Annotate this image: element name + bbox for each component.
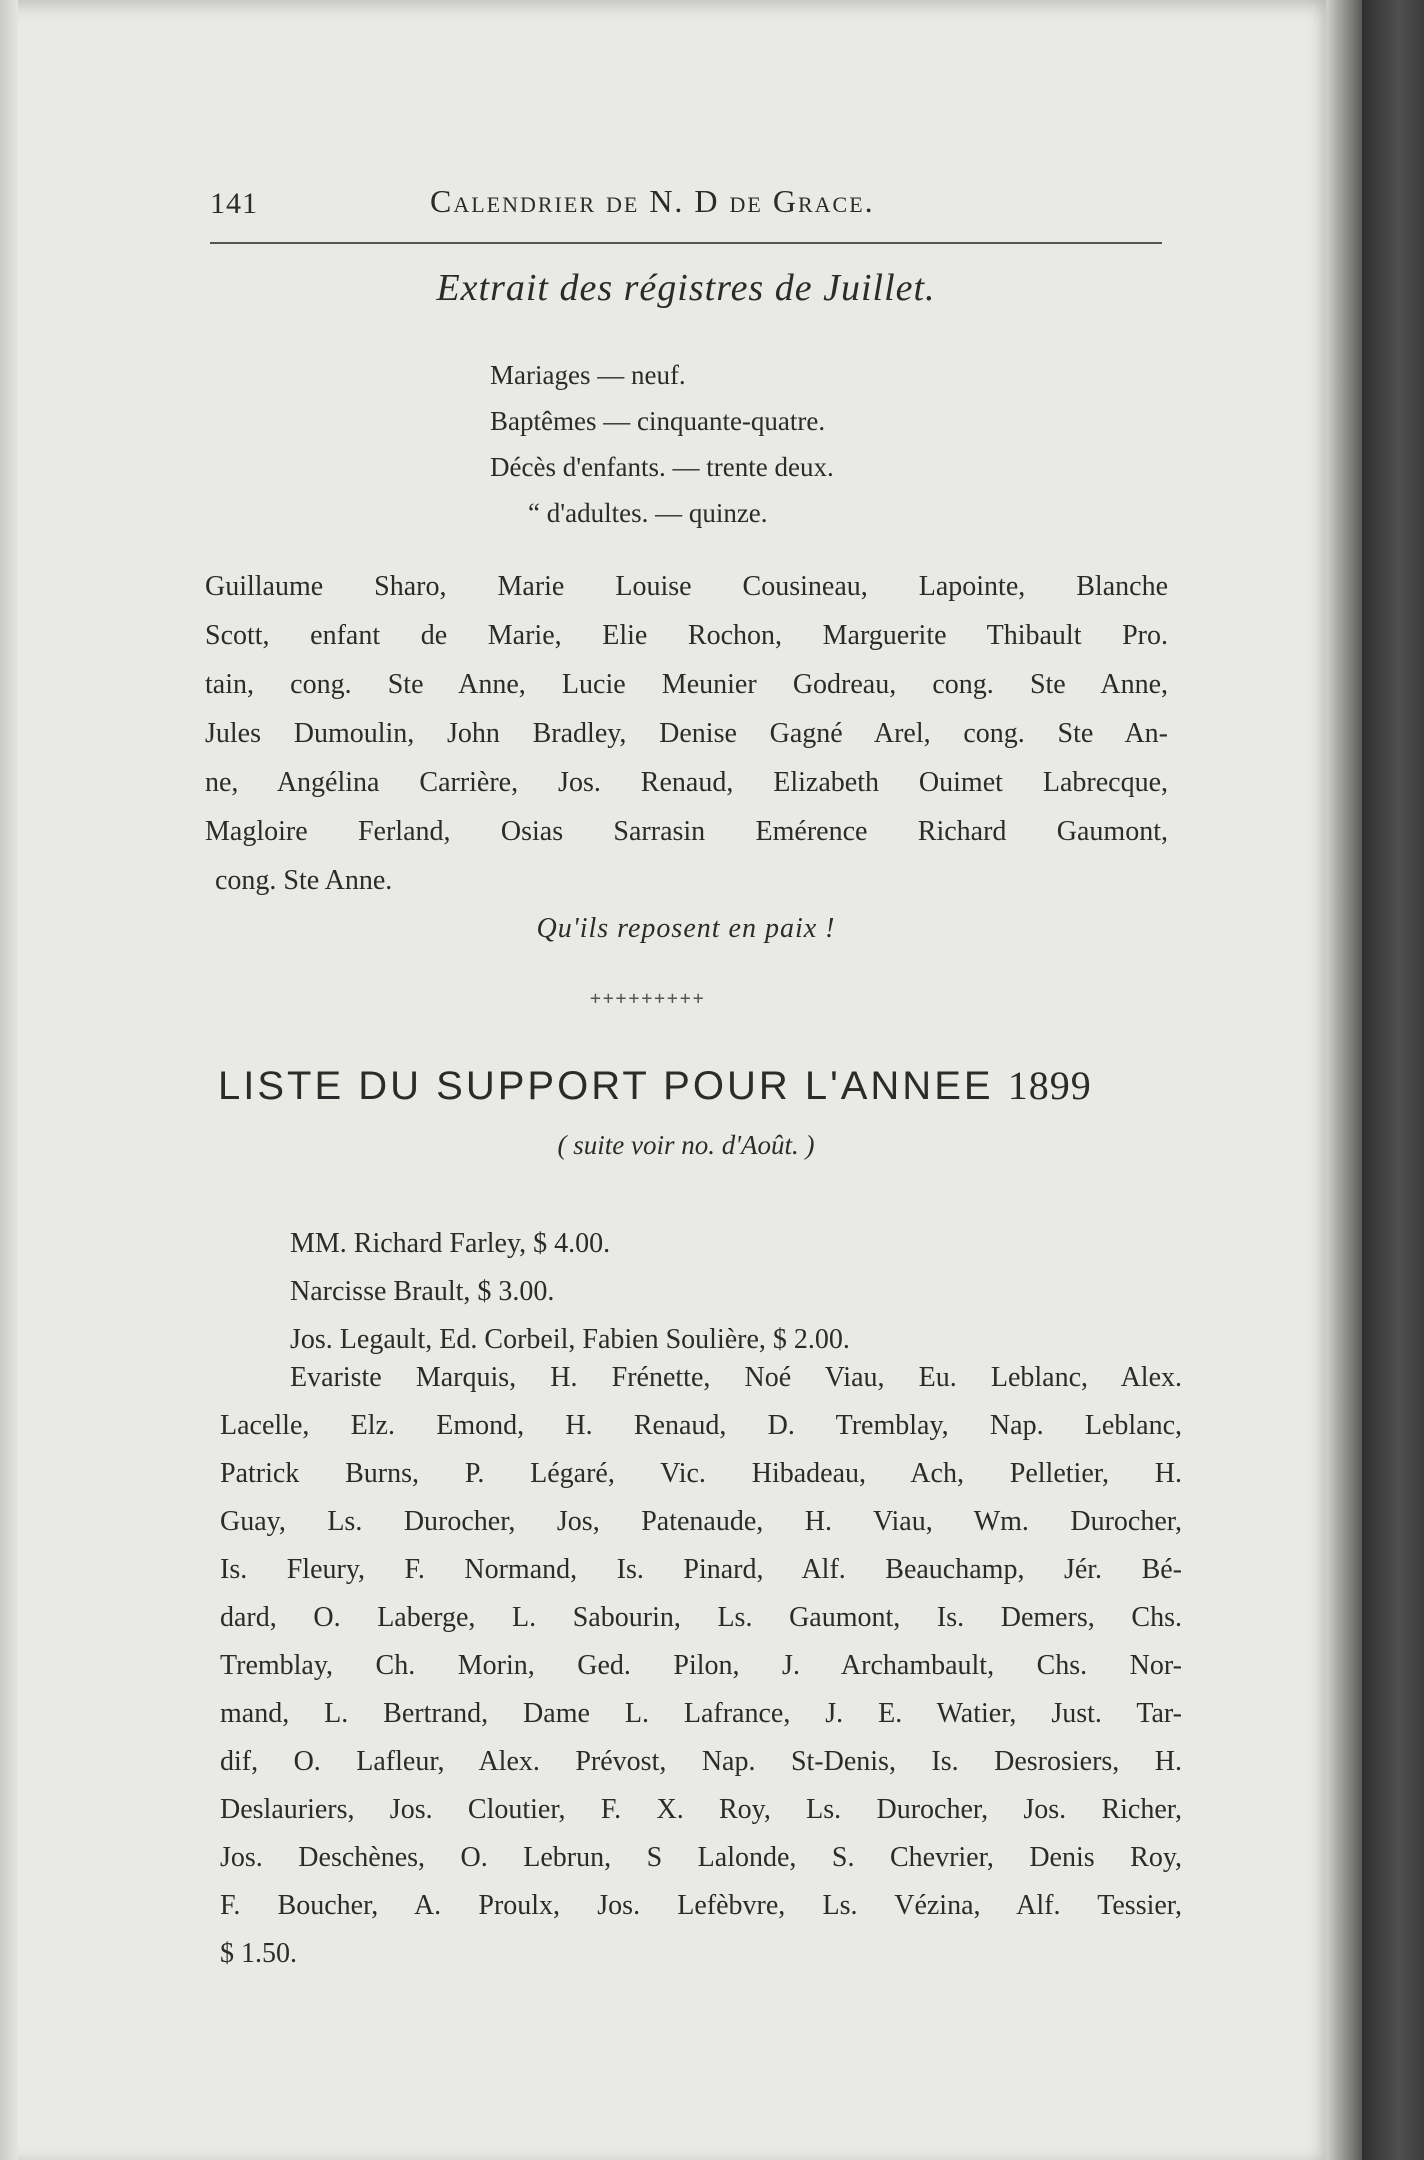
deceased-line: ne, Angélina Carrière, Jos. Renaud, Elizabeth Ouimet Labrecque, — [205, 767, 1168, 798]
subscriber-line: Jos. Deschènes, O. Lebrun, S Lalonde, S. Chevrier, Denis Roy, — [220, 1842, 1182, 1873]
header-rule — [210, 242, 1162, 244]
stat-marriages: Mariages — neuf. — [490, 360, 686, 390]
subscriber-line: Tremblay, Ch. Morin, Ged. Pilon, J. Archambault, Chs. Nor- — [220, 1650, 1182, 1681]
support-subtitle: ( suite voir no. d'Août. ) — [557, 1130, 815, 1160]
page-number: 141 — [210, 187, 258, 220]
subscriber-line: dard, O. Laberge, L. Sabourin, Ls. Gaumont, Is. Demers, Chs. — [220, 1602, 1182, 1633]
subscriber-line: $ 1.50. — [220, 1938, 297, 1969]
deceased-line: Magloire Ferland, Osias Sarrasin Emérence Richard Gaumont, — [205, 816, 1168, 847]
subscriber-line: Lacelle, Elz. Emond, H. Renaud, D. Tremblay, Nap. Leblanc, — [220, 1410, 1182, 1441]
deceased-line: tain, cong. Ste Anne, Lucie Meunier Godreau, cong. Ste Anne, — [205, 669, 1168, 700]
support-line-legault: Jos. Legault, Ed. Corbeil, Fabien Soulière, $ 2.00. — [290, 1324, 850, 1355]
support-line-farley: MM. Richard Farley, $ 4.00. — [290, 1228, 611, 1259]
subscribers-paragraph — [220, 1354, 1182, 1978]
subscriber-line: Patrick Burns, P. Légaré, Vic. Hibadeau, Ach, Pelletier, H. — [220, 1458, 1182, 1489]
deceased-line: cong. Ste Anne. — [215, 865, 393, 896]
subscriber-line: dif, O. Lafleur, Alex. Prévost, Nap. St-Denis, Is. Desrosiers, H. — [220, 1746, 1182, 1777]
book-binding — [1362, 0, 1424, 2160]
support-line-brault: Narcisse Brault, $ 3.00. — [290, 1276, 555, 1307]
page-gutter — [0, 0, 18, 2160]
support-list-title — [218, 1062, 1170, 1109]
deceased-line: Scott, enfant de Marie, Elie Rochon, Marguerite Thibault Pro. — [205, 620, 1168, 651]
stat-baptisms: Baptêmes — cinquante-quatre. — [490, 406, 826, 436]
page-edge — [1326, 0, 1362, 2160]
subscriber-line: Guay, Ls. Durocher, Jos, Patenaude, H. Viau, Wm. Durocher, — [220, 1506, 1182, 1537]
running-head — [210, 183, 1156, 233]
stat-child-deaths: Décès d'enfants. — trente deux. — [490, 452, 834, 482]
deceased-line: Jules Dumoulin, John Bradley, Denise Gagné Arel, cong. Ste An- — [205, 718, 1168, 749]
section-ornament: +++++++++ — [590, 988, 706, 1009]
running-title: Calendrier de N. D de Grace. — [430, 183, 875, 219]
subscriber-line: F. Boucher, A. Proulx, Jos. Lefèbvre, Ls. Vézina, Alf. Tessier, — [220, 1890, 1182, 1921]
rest-in-peace-line: Qu'ils reposent en paix ! — [536, 913, 836, 944]
subscriber-line: Evariste Marquis, H. Frénette, Noé Viau, Eu. Leblanc, Alex. — [290, 1362, 1182, 1393]
deceased-paragraph — [205, 562, 1168, 905]
support-title-text: LISTE DU SUPPORT POUR L'ANNEE — [218, 1064, 994, 1108]
stat-adult-deaths: “ d'adultes. — quinze. — [528, 498, 768, 528]
subscriber-line: Deslauriers, Jos. Cloutier, F. X. Roy, Ls. Durocher, Jos. Richer, — [220, 1794, 1182, 1825]
subscriber-line: Is. Fleury, F. Normand, Is. Pinard, Alf. Beauchamp, Jér. Bé- — [220, 1554, 1182, 1585]
subscriber-line: mand, L. Bertrand, Dame L. Lafrance, J. E. Watier, Just. Tar- — [220, 1698, 1182, 1729]
deceased-line: Guillaume Sharo, Marie Louise Cousineau, Lapointe, Blanche — [205, 571, 1168, 602]
support-year: 1899 — [1007, 1063, 1092, 1108]
extract-title: Extrait des régistres de Juillet. — [436, 267, 936, 309]
